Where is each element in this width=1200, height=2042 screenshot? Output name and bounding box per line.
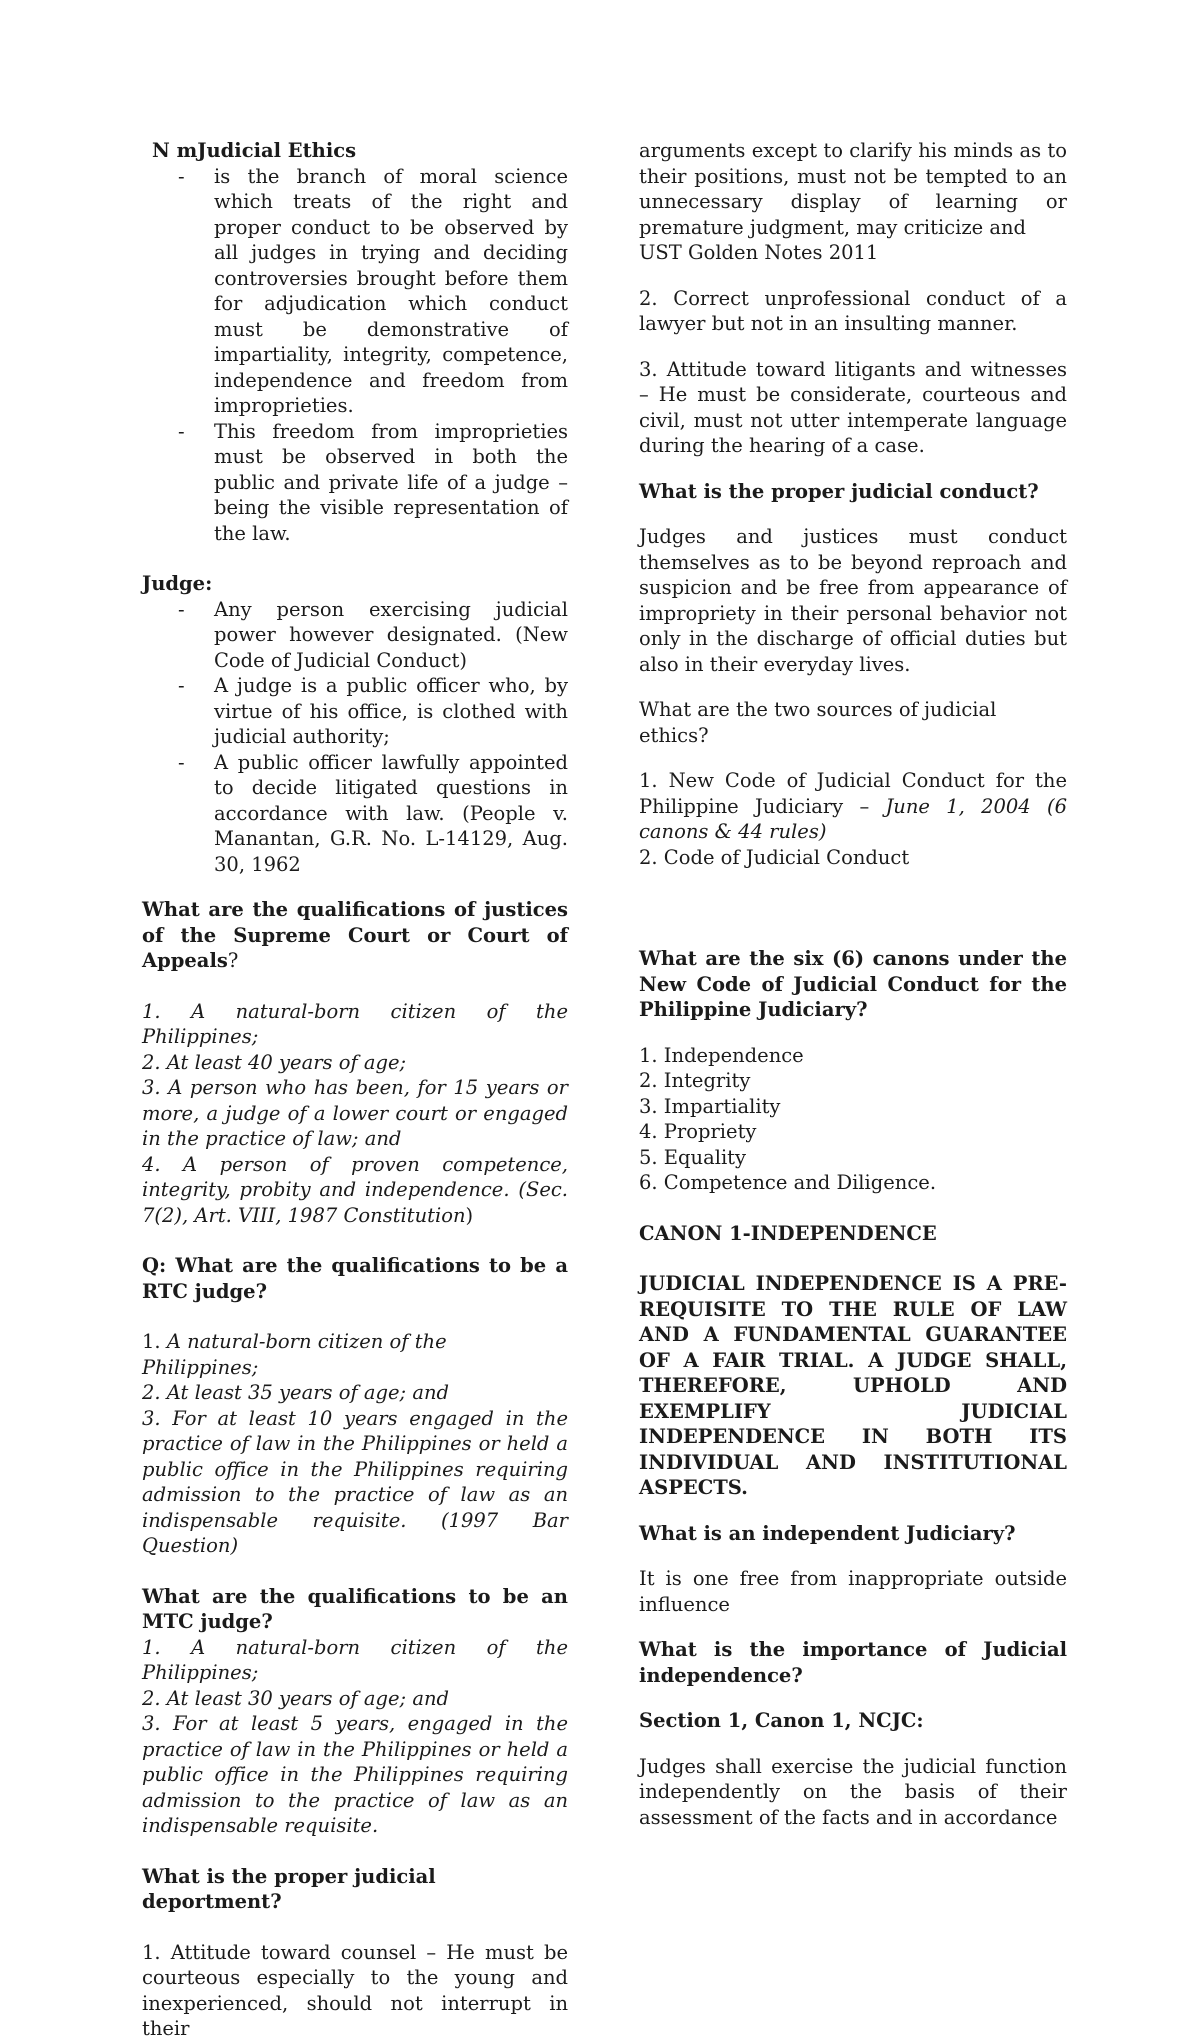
question-rtc: Q: What are the qualifications to be a RTC judge?	[142, 1254, 568, 1303]
list-item: 1. A natural-born citizen of the Philippines;	[142, 1635, 568, 1684]
closing-paren: )	[465, 1203, 474, 1227]
list-item: 1. A natural-born citizen of the Philippines;	[142, 999, 568, 1048]
judge-heading: Judge:	[142, 572, 213, 595]
list-item	[142, 1152, 568, 1229]
list-item: 2. Integrity	[639, 1069, 751, 1092]
source-1	[639, 768, 1067, 845]
list-item: 3. A person who has been, for 15 years or more, a judge of a lower court or engaged in the practice of law; and	[142, 1076, 568, 1150]
page-title: N mJudicial Ethics	[152, 139, 357, 162]
list-item: 2. At least 40 years of age;	[142, 1050, 407, 1074]
list-item: 5. Equality	[639, 1145, 747, 1169]
conduct-answer: Judges and justices must conduct themselves as to be beyond reproach and suspicion and be free from appearance of impropriety in their personal behavior not only in the discharge of official duties but also in their everyday lives.	[639, 525, 1067, 676]
canon-1-text: JUDICIAL INDEPENDENCE IS A PRE-REQUISITE TO THE RULE OF LAW AND A FUNDAMENTAL GUARANTEE OF A FAIR TRIAL. A JUDGE SHALL, THEREFORE, UPHOLD AND EXEMPLIFY JUDICIAL INDEPENDENCE IN BOTH ITS INDIVIDUAL AND INSTITUTIONAL ASPECTS.	[639, 1272, 1067, 1499]
list-item: - A public officer lawfully appointed to decide litigated questions in accordance with law. (People v. Manantan, G.R. No. L-14129, Aug. 30, 1962	[142, 750, 568, 878]
question-sources: What are the two sources of judicial ethics?	[639, 698, 997, 747]
list-item: 1. Independence	[639, 1043, 804, 1067]
list-item: - This freedom from improprieties must be observed in both the public and private life of a judge – being the visible representation of the law.	[142, 419, 568, 547]
mtc-qualifications	[142, 1635, 568, 1839]
list-item: 3. For at least 10 years engaged in the practice of law in the Philippines or held a public office in the Philippines requiring admission to the practice of law as an indispensable requisite. (1997 Bar Question)	[142, 1406, 568, 1557]
list-item: 2. At least 30 years of age; and	[142, 1686, 449, 1710]
list-item: 3. Impartiality	[639, 1094, 781, 1118]
list-item: 4. Propriety	[639, 1120, 757, 1143]
right-column	[639, 138, 1067, 1830]
deportment-item-3: 3. Attitude toward litigants and witnesses – He must be considerate, courteous and civil, must not utter intemperate language during the hearing of a case.	[639, 357, 1067, 457]
question-importance: What is the importance of Judicial independence?	[639, 1638, 1067, 1687]
deportment-item-2: 2. Correct unprofessional conduct of a lawyer but not in an insulting manner.	[639, 286, 1067, 335]
list-item	[142, 1329, 568, 1380]
deportment-item-1: 1. Attitude toward counsel – He must be courteous especially to the young and inexperienced, should not interrupt in their	[142, 1940, 568, 2040]
footer-note: UST Golden Notes 2011	[639, 241, 879, 264]
list-item: 6. Competence and Diligence.	[639, 1171, 937, 1194]
question-canons: What are the six (6) canons under the New Code of Judicial Conduct for the Philippine Judiciary?	[639, 947, 1067, 1021]
list-item: 2. At least 35 years of age; and	[142, 1381, 449, 1404]
list-item-text: 4. A person of proven competence, integrity, probity and independence. (Sec. 7(2), Art. VIII, 1987 Constitution	[142, 1152, 568, 1227]
rtc-qualifications	[142, 1329, 568, 1559]
source-2: 2. Code of Judicial Conduct	[639, 845, 910, 869]
question-mark: ?	[227, 949, 239, 972]
spacer	[639, 870, 1067, 946]
list-number: 1.	[142, 1330, 167, 1353]
source-1-detail: June 1, 2004 (6 canons & 44 rules)	[639, 794, 1067, 843]
question-sc-ca	[142, 897, 568, 974]
deportment-continued: arguments except to clarify his minds as to their positions, must not be tempted to an unnecessary display of learning or premature judgment, may criticize and	[639, 139, 1067, 239]
ethics-definition-list	[142, 164, 568, 547]
question-mtc: What are the qualifications to be an MTC judge?	[142, 1584, 568, 1633]
list-item: - is the branch of moral science which treats of the right and proper conduct to be observed by all judges in trying and deciding controversies brought before them for adjudication which conduct must be demonstrative of impartiality, integrity, competence, independence and freedom from improprieties.	[142, 164, 568, 419]
question-conduct: What is the proper judicial conduct?	[639, 479, 1039, 503]
section-1-text: Judges shall exercise the judicial function independently on the basis of their assessment of the facts and in accordance	[639, 1754, 1067, 1829]
section-1-heading: Section 1, Canon 1, NCJC:	[639, 1709, 924, 1732]
independent-answer: It is one free from inappropriate outside influence	[639, 1567, 1067, 1616]
list-item: 3. For at least 5 years, engaged in the practice of law in the Philippines or held a public office in the Philippines requiring admission to the practice of law as an indispensable requisite.	[142, 1712, 568, 1837]
source-1-text: 1. New Code of Judicial Conduct for the Philippine Judiciary –	[639, 769, 1067, 818]
judge-definition-list	[142, 597, 568, 878]
question-text: What are the qualifications of justices of the Supreme Court or Court of Appeals	[142, 898, 568, 972]
list-item-text: A natural-born citizen of the Philippines;	[142, 1330, 447, 1379]
question-independent: What is an independent Judiciary?	[639, 1521, 1016, 1545]
question-deportment: What is the proper judicial deportment?	[142, 1864, 436, 1913]
sc-ca-qualifications	[142, 999, 568, 1229]
list-item: - A judge is a public officer who, by virtue of his office, is clothed with judicial authority;	[142, 673, 568, 750]
canon-list	[639, 1043, 1067, 1196]
canon-1-title: CANON 1-INDEPENDENCE	[639, 1221, 937, 1245]
list-item: - Any person exercising judicial power however designated. (New Code of Judicial Conduct)	[142, 597, 568, 674]
left-column	[142, 138, 568, 2042]
